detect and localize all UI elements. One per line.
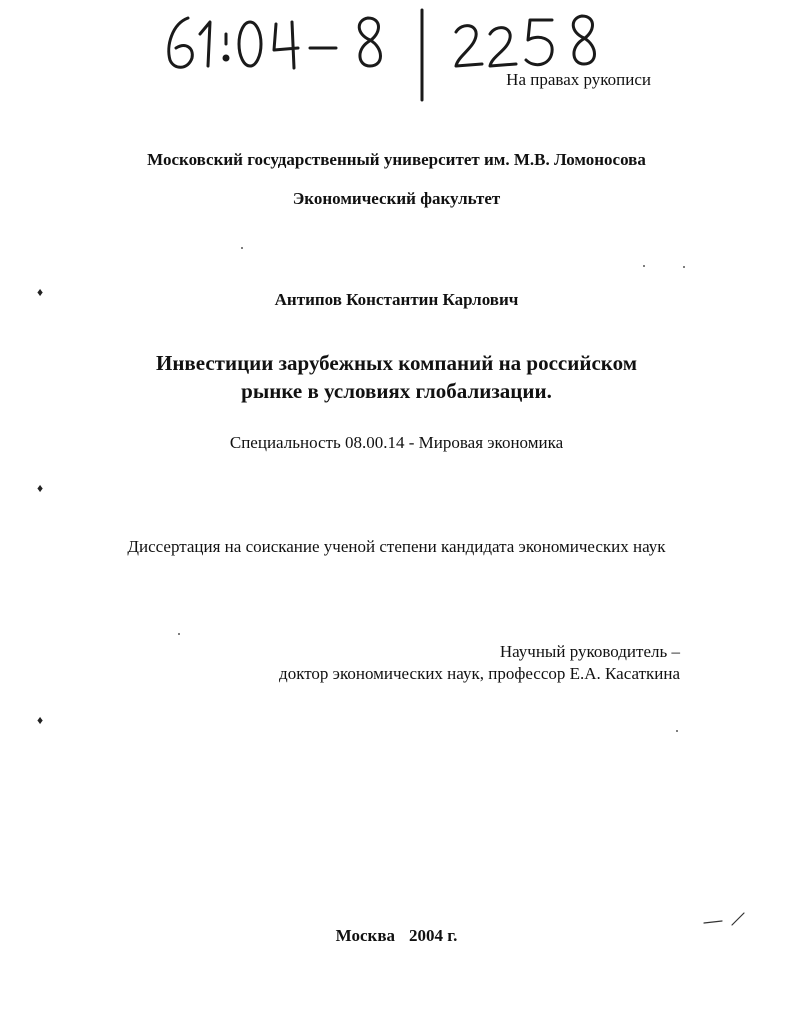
city: Москва: [335, 926, 396, 945]
university-name: Московский государственный университет им. М.В. Ломоносова: [147, 150, 646, 169]
supervisor-block: [279, 641, 680, 685]
scan-speck: [643, 265, 645, 267]
title-line-1: Инвестиции зарубежных компаний на российском: [155, 351, 637, 375]
scan-speck: [241, 247, 243, 249]
place-and-year: [0, 926, 793, 946]
pen-mark: [702, 905, 748, 929]
dissertation-title: [0, 349, 793, 405]
specialty-line: Специальность 08.00.14 - Мировая экономика: [229, 433, 564, 452]
scan-speck: [676, 730, 678, 732]
supervisor-label: Научный руководитель –: [499, 642, 680, 661]
punch-mark-icon: ♦: [37, 285, 44, 299]
degree-statement: Диссертация на соискание ученой степени кандидата экономических наук: [127, 537, 666, 556]
faculty-name: Экономический факультет: [292, 189, 501, 208]
supervisor-name: доктор экономических наук, профессор Е.А. Касаткина: [279, 664, 680, 683]
manuscript-rights-note: На правах рукописи: [506, 70, 651, 89]
scan-speck: [178, 633, 180, 635]
scan-speck: [683, 266, 685, 268]
punch-mark-icon: ♦: [37, 481, 44, 495]
year: 2004 г.: [409, 926, 458, 945]
punch-mark-icon: ♦: [37, 713, 44, 727]
author-name: Антипов Константин Карлович: [274, 290, 519, 309]
title-line-2: рынке в условиях глобализации.: [241, 379, 552, 403]
